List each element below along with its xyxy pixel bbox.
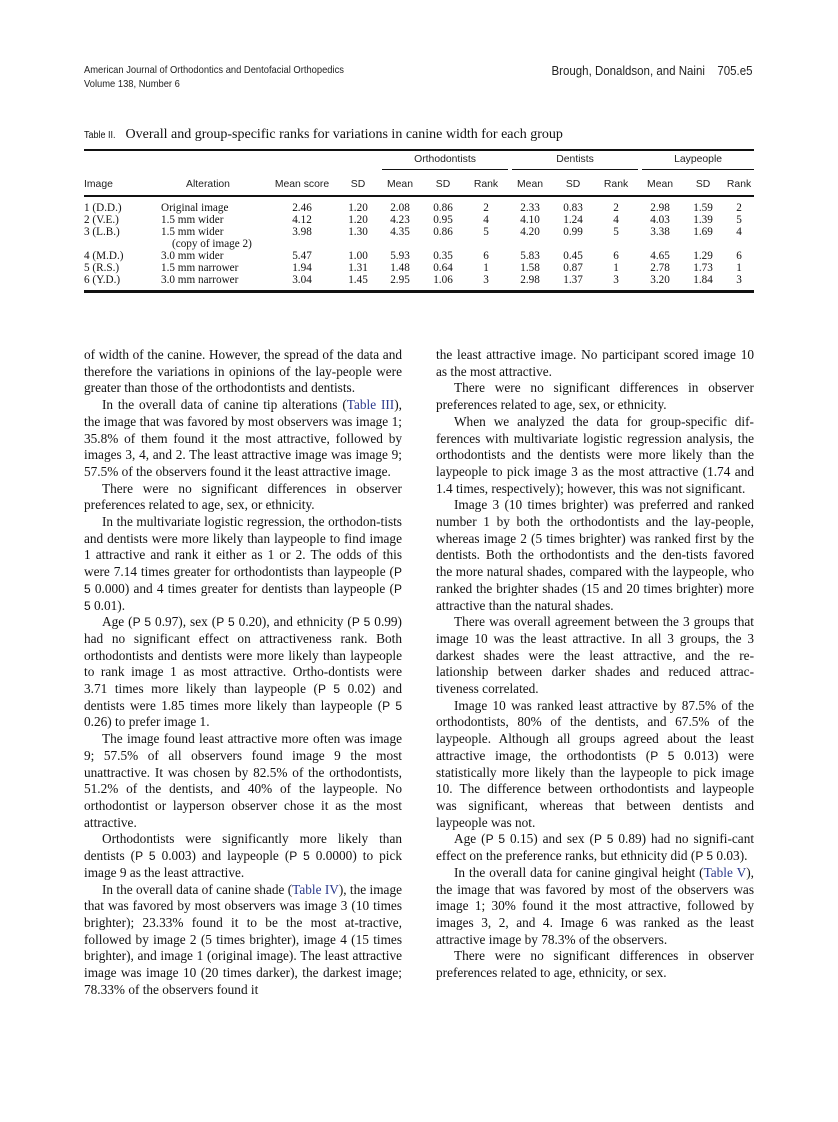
table-bottom-rule [84,290,754,293]
cell-lay-rank: 4 [736,226,742,238]
paragraph: Orthodontists were significantly more likely than dentists (P 5 0.003) and laypeople (P 5 0.0000) to pick image 9 as the least attractive. [84,831,403,880]
cell-orth-sd: 0.86 [433,202,453,214]
cell-dent-mean: 4.10 [520,214,540,226]
table-row [84,214,754,226]
body-column-right [436,347,754,982]
group-orthodontists: Orthodontists [378,151,508,173]
cell-lay-mean: 2.78 [650,262,670,274]
col-mean-score: Mean score [274,178,330,190]
cell-sd: 1.31 [348,262,368,274]
cell-dent-sd: 1.37 [563,274,583,286]
cell-dent-rank: 4 [613,214,619,226]
col-alteration: Alteration [186,178,230,190]
col-dent-sd: SD [565,178,581,190]
paragraph: There were no significant differences in observer preferences related to age, sex, or ethnicity. [436,380,754,413]
table-row [84,226,754,238]
cell-orth-rank: 5 [483,226,489,238]
paragraph: There were no significant differences in observer preferences related to age, sex, or ethnicity. [84,480,402,513]
cell-image: 2 (V.E.) [84,214,119,226]
cell-mean-score: 3.98 [292,226,312,238]
col-image: Image [84,178,113,190]
cell-orth-mean: 4.23 [390,214,410,226]
cell-orth-mean: 2.08 [390,202,410,214]
cell-alteration: 3.0 mm narrower [161,274,239,286]
cell-dent-mean: 2.33 [520,202,540,214]
cell-mean-score: 2.46 [292,202,312,214]
table-row [84,250,754,262]
table-label: Table II. [84,130,116,141]
cell-lay-sd: 1.84 [693,274,713,286]
table-body [84,202,754,286]
table-caption [84,127,754,144]
cell-orth-sd: 1.06 [433,274,453,286]
page-number: 705.e5 [716,64,752,78]
cell-dent-mean: 5.83 [520,250,540,262]
paragraph: In the overall data of canine tip alterations (Table III), the image that was favored by most observers was image 1; 35.8% of them found it the most attractive, followed by images 3, 4, and 2. The least attractive image was image 9; 57.5% of the observers found it the least attractive image. [84,397,402,479]
cell-alteration: Original image [161,202,229,214]
cell-orth-sd: 0.86 [433,226,453,238]
cell-dent-sd: 0.99 [563,226,583,238]
table-iii-link[interactable]: Table III [346,397,395,413]
cell-alteration: 1.5 mm narrower [161,262,239,274]
group-header-row [84,151,754,173]
cell-mean-score: 3.04 [292,274,312,286]
cell-orth-rank: 4 [483,214,489,226]
cell-dent-rank: 6 [613,250,619,262]
table-row [84,202,754,214]
paragraph: In the overall data of canine shade (Table IV), the image that was favored by most observers was image 3 (10 times brighter); 23.33% found it to be the most at-tractive, followed by image 2 (5 times brighter), image 4 (15 times brighter), and image 1 (original image). The least attractive image was image 10 (20 times darker), the darkest image; 78.33% of the observers found it [84,881,402,997]
cell-orth-rank: 2 [483,202,489,214]
cell-orth-rank: 6 [483,250,489,262]
col-lay-sd: SD [695,178,711,190]
cell-lay-sd: 1.29 [693,250,713,262]
paragraph: When we analyzed the data for group-specific dif-ferences with multivariate logistic regression analysis, the orthodontists and the dentists were more likely than the laypeople to pick image 3 as the most attractive (1.74 and 1.4 times, respectively); however, this was not significant. [436,413,754,496]
table-ii [84,127,754,293]
cell-lay-mean: 3.38 [650,226,670,238]
group-dentists: Dentists [508,151,638,173]
paragraph: the least attractive image. No participant scored image 10 as the most attractive. [436,347,754,379]
cell-dent-mean: 1.58 [520,262,540,274]
cell-lay-mean: 4.03 [650,214,670,226]
column-header-row [84,173,754,195]
cell-lay-sd: 1.69 [693,226,713,238]
cell-image: 5 (R.S.) [84,262,120,274]
cell-image: 1 (D.D.) [84,202,122,214]
cell-dent-mean: 4.20 [520,226,540,238]
cell-sd: 1.45 [348,274,368,286]
table-row [84,262,754,274]
cell-sd: 1.30 [348,226,368,238]
table-iv-link[interactable]: Table IV [292,881,339,897]
ranks-table [84,151,754,286]
col-orth-mean: Mean [387,178,413,190]
cell-orth-mean: 5.93 [390,250,410,262]
cell-lay-rank: 2 [736,202,742,214]
paragraph: Image 10 was ranked least attractive by 87.5% of the orthodontists, 80% of the dentists, and 67.5% of the laypeople. Although all groups agreed about the least attractive image, the orthodontists (P 5 0.013) were statistically more likely than the laypeople to pick image 10. The difference between orthodontists and laypeople was significant, whereas that between dentists and laypeople was not. [436,697,754,830]
col-lay-mean: Mean [647,178,674,190]
cell-lay-rank: 1 [736,262,742,274]
body-column-left [84,347,402,998]
paragraph: Age (P 5 0.97), sex (P 5 0.20), and ethnicity (P 5 0.99) had no significant effect on attractiveness rank. Both orthodontists and dentists were more likely than laypeople to rank image 1 as most attractive. Ortho-dontists were 3.71 times more likely than laypeople (P 5 0.02) and dentists were 1.85 times more likely than laypeople (P 5 0.26) to prefer image 1. [84,614,403,730]
col-sd: SD [350,178,366,190]
cell-dent-sd: 0.45 [563,250,583,262]
paragraph: Image 3 (10 times brighter) was preferred and ranked number 1 by both the orthodontists and the lay-people, whereas image 2 (5 times brighter) was ranked first by the dentists. Both the orthodontists and the den-tists favored the more natural shades, compared with the laypeople, who ranked the brighter shades (15 and 20 times brighter) more attractive than the natural shades. [436,497,754,613]
cell-lay-mean: 3.20 [650,274,670,286]
cell-dent-sd: 0.83 [563,202,583,214]
cell-lay-sd: 1.73 [693,262,713,274]
cell-alteration-note: (copy of image 2) [172,238,252,250]
table-row-note [84,238,754,250]
cell-image: 3 (L.B.) [84,226,120,238]
cell-alteration: 1.5 mm wider [161,226,224,238]
cell-dent-sd: 1.24 [563,214,583,226]
cell-dent-sd: 0.87 [563,262,583,274]
cell-mean-score: 1.94 [292,262,312,274]
cell-orth-sd: 0.35 [433,250,453,262]
col-lay-rank: Rank [726,178,752,190]
cell-dent-mean: 2.98 [520,274,540,286]
col-dent-rank: Rank [603,178,629,190]
cell-orth-sd: 0.64 [433,262,453,274]
cell-alteration: 1.5 mm wider [161,214,224,226]
paragraph: The image found least attractive more often was image 9; 57.5% of all observers found image 9 the most unattractive. It was chosen by 82.5% of the orthodontists, 51.2% of the dentists, and 40% of the laypeople. No orthodontist or layperson observer chose it as the most attractive. [84,731,402,830]
table-header-rule [84,195,754,197]
table-row [84,274,754,286]
cell-dent-rank: 1 [613,262,619,274]
cell-dent-rank: 5 [613,226,619,238]
paragraph: There was overall agreement between the 3 groups that image 10 was the least attractive. In all 3 groups, the 3 darkest shades were the least attractive, and the re-lationship between darker shades and reduced attrac-tiveness correlated. [436,614,754,697]
journal-title: American Journal of Orthodontics and Dentofacial Orthopedics [84,65,344,76]
table-v-link[interactable]: Table V [703,864,747,880]
table-title: Overall and group-specific ranks for variations in canine width for each group [125,127,563,142]
cell-lay-sd: 1.39 [693,214,713,226]
paragraph: of width of the canine. However, the spread of the data and therefore the variations in opinions of the lay-people were greater than those of the orthodontists and dentists. [84,347,402,396]
cell-image: 4 (M.D.) [84,250,124,262]
group-laypeople: Laypeople [638,151,754,173]
cell-lay-sd: 1.59 [693,202,713,214]
col-orth-sd: SD [435,178,451,190]
cell-dent-rank: 2 [613,202,619,214]
cell-sd: 1.20 [348,202,368,214]
paragraph: In the overall data for canine gingival height (Table V), the image that was favored by most of the observers was image 1; 30% found it the most attractive, followed by images 3, 2, and 4. Image 6 was ranked as the least attractive image by 78.3% of the observers. [436,864,754,947]
cell-mean-score: 5.47 [292,250,312,262]
running-header-left [84,64,344,92]
cell-image: 6 (Y.D.) [84,274,121,286]
paragraph: Age (P 5 0.15) and sex (P 5 0.89) had no signifi-cant effect on the preference ranks, but ethnicity did (P 5 0.03). [436,831,755,864]
cell-orth-sd: 0.95 [433,214,453,226]
cell-lay-rank: 3 [736,274,742,286]
cell-orth-mean: 4.35 [390,226,410,238]
cell-lay-rank: 6 [736,250,742,262]
cell-mean-score: 4.12 [292,214,312,226]
cell-lay-mean: 2.98 [650,202,670,214]
authors: Brough, Donaldson, and Naini [550,64,705,78]
volume-issue: Volume 138, Number 6 [84,79,180,90]
cell-lay-rank: 5 [736,214,742,226]
cell-sd: 1.00 [348,250,368,262]
cell-orth-rank: 1 [483,262,489,274]
cell-alteration: 3.0 mm wider [161,250,224,262]
cell-sd: 1.20 [348,214,368,226]
paragraph: In the multivariate logistic regression, the orthodon-tists and dentists were more likely than laypeople to find image 1 attractive and rank it either as 1 or 2. The odds of this were 7.14 times greater for orthodontists than laypeople (P 5 0.000) and 4 times greater for dentists than laypeople (P 5 0.01). [84,514,402,613]
running-header-right [551,64,752,78]
cell-dent-rank: 3 [613,274,619,286]
cell-orth-mean: 2.95 [390,274,410,286]
cell-orth-rank: 3 [483,274,489,286]
cell-orth-mean: 1.48 [390,262,410,274]
cell-lay-mean: 4.65 [650,250,670,262]
col-orth-rank: Rank [473,178,499,190]
col-dent-mean: Mean [517,178,544,190]
paragraph: There were no significant differences in observer preferences related to age, ethnicity, or sex. [436,948,754,981]
